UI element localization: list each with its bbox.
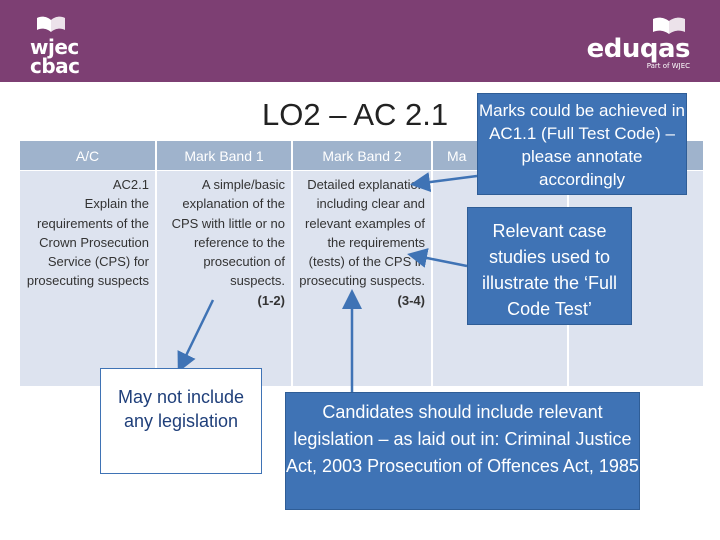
brand-subtitle: Part of WJEC: [646, 62, 690, 70]
arrow-to-detailed: [415, 176, 477, 184]
logo-line1: wjec: [30, 35, 79, 59]
header-mark-band-2: Mark Band 2: [293, 141, 431, 170]
candidates-callout: Candidates should include relevant legislation – as laid out in: Criminal Justice Act, 2003 Prosecution of Offences Act, 1985: [285, 392, 640, 510]
header-ac: A/C: [20, 141, 155, 170]
legislation-note: May not include any legislation: [100, 368, 262, 474]
band1-text: A simple/basic explanation of the CPS with little or no reference to the prosecution of suspects.: [171, 177, 285, 289]
brand-name: eduqas: [586, 34, 690, 64]
band2-marks: (3-4): [397, 292, 425, 308]
ac-text: Explain the requirements of the Crown Prosecution Service (CPS) for prosecuting suspects: [26, 196, 149, 289]
logo-line2: cbac: [30, 54, 80, 78]
case-studies-callout: Relevant case studies used to illustrate the ‘Full Code Test’: [467, 207, 632, 325]
ac-code: AC2.1: [112, 177, 149, 192]
arrow-to-examples: [412, 255, 467, 266]
band2-text: Detailed explanation including clear and relevant examples of the requirements (tests) of the CPS in prosecuting suspects.: [299, 177, 425, 289]
band1-marks: (1-2): [257, 292, 285, 308]
page-title: LO2 – AC 2.1: [262, 97, 449, 132]
header-mark-band-3: Ma: [433, 141, 567, 170]
header-mark-band-1: Mark Band 1: [157, 141, 291, 170]
marks-callout: Marks could be achieved in AC1.1 (Full Test Code) – please annotate accordingly: [477, 93, 687, 195]
arrow-to-legislation-note: [180, 300, 213, 368]
